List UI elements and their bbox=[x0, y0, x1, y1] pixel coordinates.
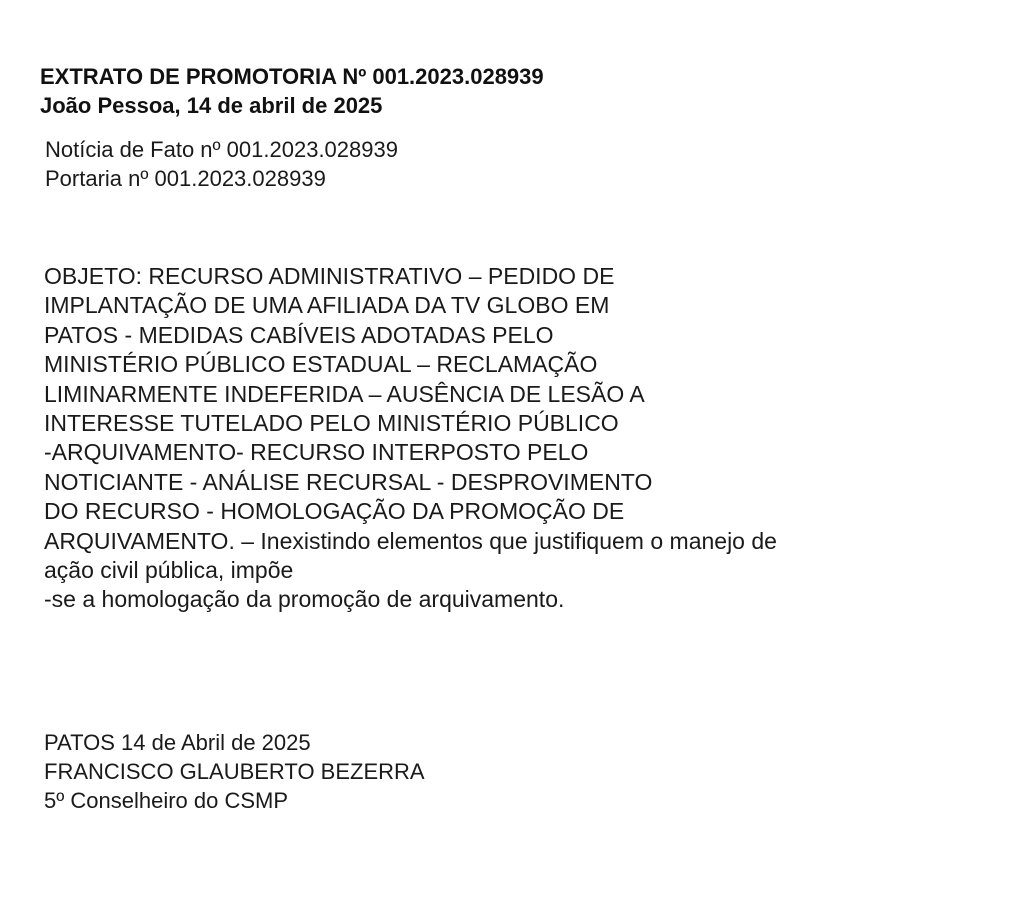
signature-place-date: PATOS 14 de Abril de 2025 bbox=[44, 730, 311, 755]
body-line: ação civil pública, impõe bbox=[44, 557, 294, 584]
body-line: -se a homologação da promoção de arquivamento. bbox=[44, 586, 565, 613]
body-line: IMPLANTAÇÃO DE UMA AFILIADA DA TV GLOBO EM bbox=[44, 292, 610, 319]
body-line: DO RECURSO - HOMOLOGAÇÃO DA PROMOÇÃO DE bbox=[44, 498, 625, 525]
document-header bbox=[40, 62, 544, 120]
body-line: -ARQUIVAMENTO- RECURSO INTERPOSTO PELO bbox=[44, 439, 589, 466]
object-paragraph bbox=[44, 262, 777, 615]
body-line: INTERESSE TUTELADO PELO MINISTÉRIO PÚBLICO bbox=[44, 410, 619, 437]
body-line: OBJETO: RECURSO ADMINISTRATIVO – PEDIDO DE bbox=[44, 263, 615, 289]
signatory-name: FRANCISCO GLAUBERTO BEZERRA bbox=[44, 759, 425, 784]
body-line: MINISTÉRIO PÚBLICO ESTADUAL – RECLAMAÇÃO bbox=[44, 351, 598, 378]
document-date: João Pessoa, 14 de abril de 2025 bbox=[40, 93, 383, 118]
reference-noticia-de-fato: Notícia de Fato nº 001.2023.028939 bbox=[45, 137, 398, 162]
references-block bbox=[45, 135, 398, 193]
signature-block bbox=[44, 728, 425, 815]
body-line: NOTICIANTE - ANÁLISE RECURSAL - DESPROVIMENTO bbox=[44, 468, 653, 495]
body-line: ARQUIVAMENTO. – Inexistindo elementos que justifiquem o manejo de bbox=[44, 527, 777, 554]
body-line: PATOS - MEDIDAS CABÍVEIS ADOTADAS PELO bbox=[44, 321, 554, 348]
body-line: LIMINARMENTE INDEFERIDA – AUSÊNCIA DE LESÃO A bbox=[44, 380, 645, 407]
signatory-role: 5º Conselheiro do CSMP bbox=[44, 788, 289, 813]
document-title: EXTRATO DE PROMOTORIA Nº 001.2023.028939 bbox=[40, 64, 544, 89]
reference-portaria: Portaria nº 001.2023.028939 bbox=[45, 166, 326, 191]
